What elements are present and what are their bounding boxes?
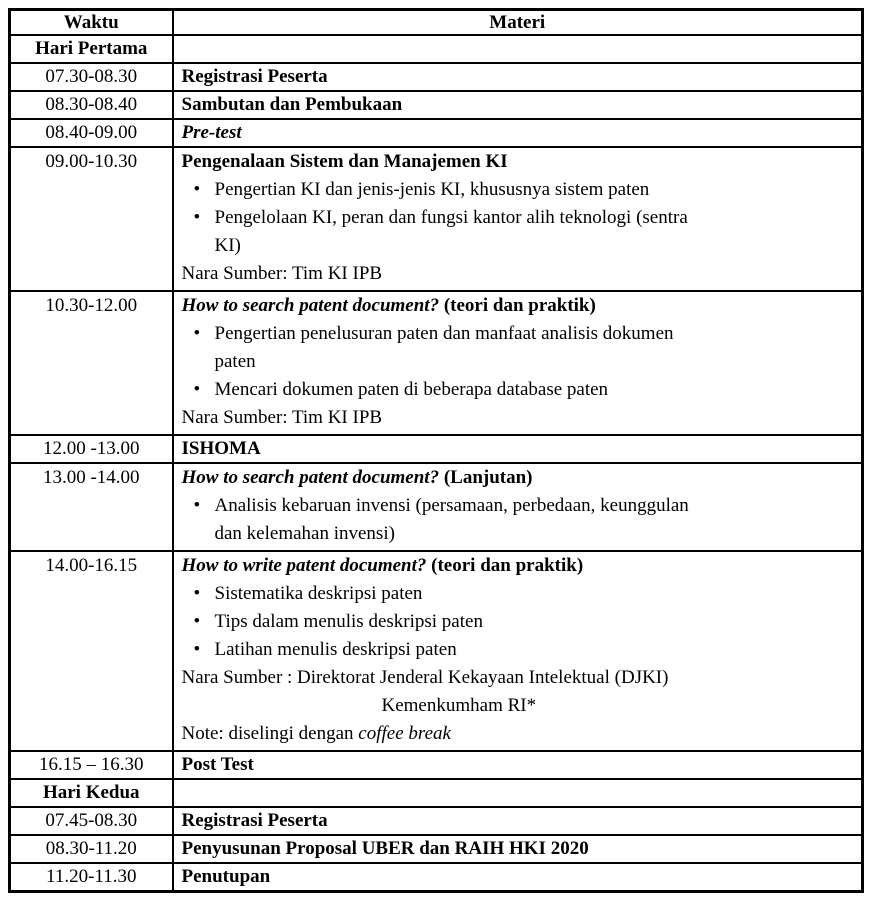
materi-cell <box>173 119 863 147</box>
schedule-row <box>10 291 863 435</box>
materi-cell <box>173 291 863 435</box>
materi-line-bullet <box>182 580 856 608</box>
materi-line-cont <box>182 348 856 376</box>
text-segment: Registrasi Peserta <box>181 66 328 87</box>
text-segment: (teori dan praktik) <box>439 295 596 316</box>
time-cell: 08.30-11.20 <box>10 835 173 863</box>
materi-line-title <box>182 292 856 320</box>
materi-cell <box>173 551 863 751</box>
day-header-row <box>10 35 863 63</box>
schedule-table-body <box>10 35 863 892</box>
time-cell: 08.40-09.00 <box>10 119 173 147</box>
text-segment: Nara Sumber: Tim KI IPB <box>181 407 383 428</box>
time-cell: 07.30-08.30 <box>10 63 173 91</box>
bullet-icon: • <box>193 611 201 632</box>
day-label-cell: Hari Pertama <box>10 35 173 63</box>
time-cell: 10.30-12.00 <box>10 291 173 435</box>
text-segment: How to write patent document? <box>181 555 427 576</box>
text-segment: Mencari dokumen paten di beberapa database paten <box>214 379 609 400</box>
text-segment: Tips dalam menulis deskripsi paten <box>214 611 483 632</box>
bullet-icon: • <box>193 379 201 400</box>
text-segment: Analisis kebaruan invensi (persamaan, perbedaan, keunggulan <box>214 495 689 516</box>
text-segment: (Lanjutan) <box>439 467 533 488</box>
text-segment: Registrasi Peserta <box>181 810 328 831</box>
text-segment: Kemenkumham RI* <box>381 695 537 716</box>
materi-line-title <box>182 864 856 890</box>
day-label-cell: Hari Kedua <box>10 779 173 807</box>
materi-line-cont <box>182 520 856 548</box>
text-segment: Pre-test <box>181 122 242 143</box>
materi-line-bullet <box>182 204 856 232</box>
materi-line-bullet <box>182 320 856 348</box>
schedule-row <box>10 147 863 291</box>
materi-line-title <box>182 148 856 176</box>
materi-cell <box>173 863 863 892</box>
text-segment: Nara Sumber : Direktorat Jenderal Kekayaan Intelektual (DJKI) <box>181 667 669 688</box>
schedule-row <box>10 807 863 835</box>
text-segment: dan kelemahan invensi) <box>214 523 395 544</box>
header-row <box>10 10 863 36</box>
text-segment: Pengertian KI dan jenis-jenis KI, khususnya sistem paten <box>214 179 650 200</box>
bullet-icon: • <box>193 207 201 228</box>
materi-cell <box>173 35 863 63</box>
materi-line-bullet <box>182 636 856 664</box>
text-segment: Penyusunan Proposal UBER dan RAIH HKI 2020 <box>181 838 589 859</box>
materi-cell <box>173 835 863 863</box>
schedule-row <box>10 463 863 551</box>
materi-line-title <box>182 464 856 492</box>
time-cell: 13.00 -14.00 <box>10 463 173 551</box>
time-cell: 16.15 – 16.30 <box>10 751 173 779</box>
bullet-icon: • <box>193 323 201 344</box>
materi-line-title <box>182 120 856 146</box>
materi-line-title <box>182 752 856 778</box>
materi-cell <box>173 147 863 291</box>
materi-cell <box>173 435 863 463</box>
text-segment: Pengenalaan Sistem dan Manajemen KI <box>181 151 508 172</box>
materi-cell <box>173 91 863 119</box>
materi-cell <box>173 463 863 551</box>
text-segment: Post Test <box>181 754 254 775</box>
materi-line-title <box>182 552 856 580</box>
materi-line-bullet <box>182 608 856 636</box>
schedule-row <box>10 551 863 751</box>
text-segment: Penutupan <box>181 866 271 887</box>
text-segment: Sambutan dan Pembukaan <box>181 94 403 115</box>
col-header-waktu: Waktu <box>10 10 173 36</box>
materi-line-title <box>182 836 856 862</box>
bullet-icon: • <box>193 583 201 604</box>
text-segment: How to search patent document? <box>181 295 440 316</box>
text-segment: coffee break <box>358 723 451 744</box>
bullet-icon: • <box>193 179 201 200</box>
materi-line-title <box>182 436 856 462</box>
materi-line-plain <box>182 404 856 432</box>
schedule-table <box>8 8 864 893</box>
materi-line-bullet <box>182 176 856 204</box>
materi-cell <box>173 63 863 91</box>
materi-cell <box>173 807 863 835</box>
schedule-row <box>10 835 863 863</box>
time-cell: 09.00-10.30 <box>10 147 173 291</box>
text-segment: Pengertian penelusuran paten dan manfaat analisis dokumen <box>214 323 674 344</box>
materi-cell <box>173 751 863 779</box>
schedule-row <box>10 63 863 91</box>
text-segment: Pengelolaan KI, peran dan fungsi kantor alih teknologi (sentra <box>214 207 688 228</box>
text-segment: How to search patent document? <box>181 467 440 488</box>
materi-cell <box>173 779 863 807</box>
bullet-icon: • <box>193 639 201 660</box>
text-segment: Note: diselingi dengan <box>181 723 359 744</box>
text-segment: Sistematika deskripsi paten <box>214 583 423 604</box>
time-cell: 14.00-16.15 <box>10 551 173 751</box>
col-header-materi: Materi <box>173 10 863 36</box>
day-header-row <box>10 779 863 807</box>
materi-line-indent <box>182 692 856 720</box>
schedule-row <box>10 435 863 463</box>
text-segment: Latihan menulis deskripsi paten <box>214 639 457 660</box>
text-segment: KI) <box>214 235 241 256</box>
text-segment: (teori dan praktik) <box>426 555 584 576</box>
time-cell: 12.00 -13.00 <box>10 435 173 463</box>
text-segment: ISHOMA <box>181 438 261 459</box>
time-cell: 11.20-11.30 <box>10 863 173 892</box>
time-cell: 08.30-08.40 <box>10 91 173 119</box>
schedule-row <box>10 91 863 119</box>
materi-line-bullet <box>182 492 856 520</box>
materi-line-plain <box>182 664 856 692</box>
materi-line-bullet <box>182 376 856 404</box>
schedule-row <box>10 863 863 892</box>
materi-line-plain <box>182 720 856 748</box>
materi-line-title <box>182 64 856 90</box>
bullet-icon: • <box>193 495 201 516</box>
materi-line-cont <box>182 232 856 260</box>
materi-line-plain <box>182 260 856 288</box>
materi-line-title <box>182 92 856 118</box>
time-cell: 07.45-08.30 <box>10 807 173 835</box>
schedule-row <box>10 119 863 147</box>
text-segment: Nara Sumber: Tim KI IPB <box>181 263 383 284</box>
schedule-row <box>10 751 863 779</box>
materi-line-title <box>182 808 856 834</box>
text-segment: paten <box>214 351 256 372</box>
